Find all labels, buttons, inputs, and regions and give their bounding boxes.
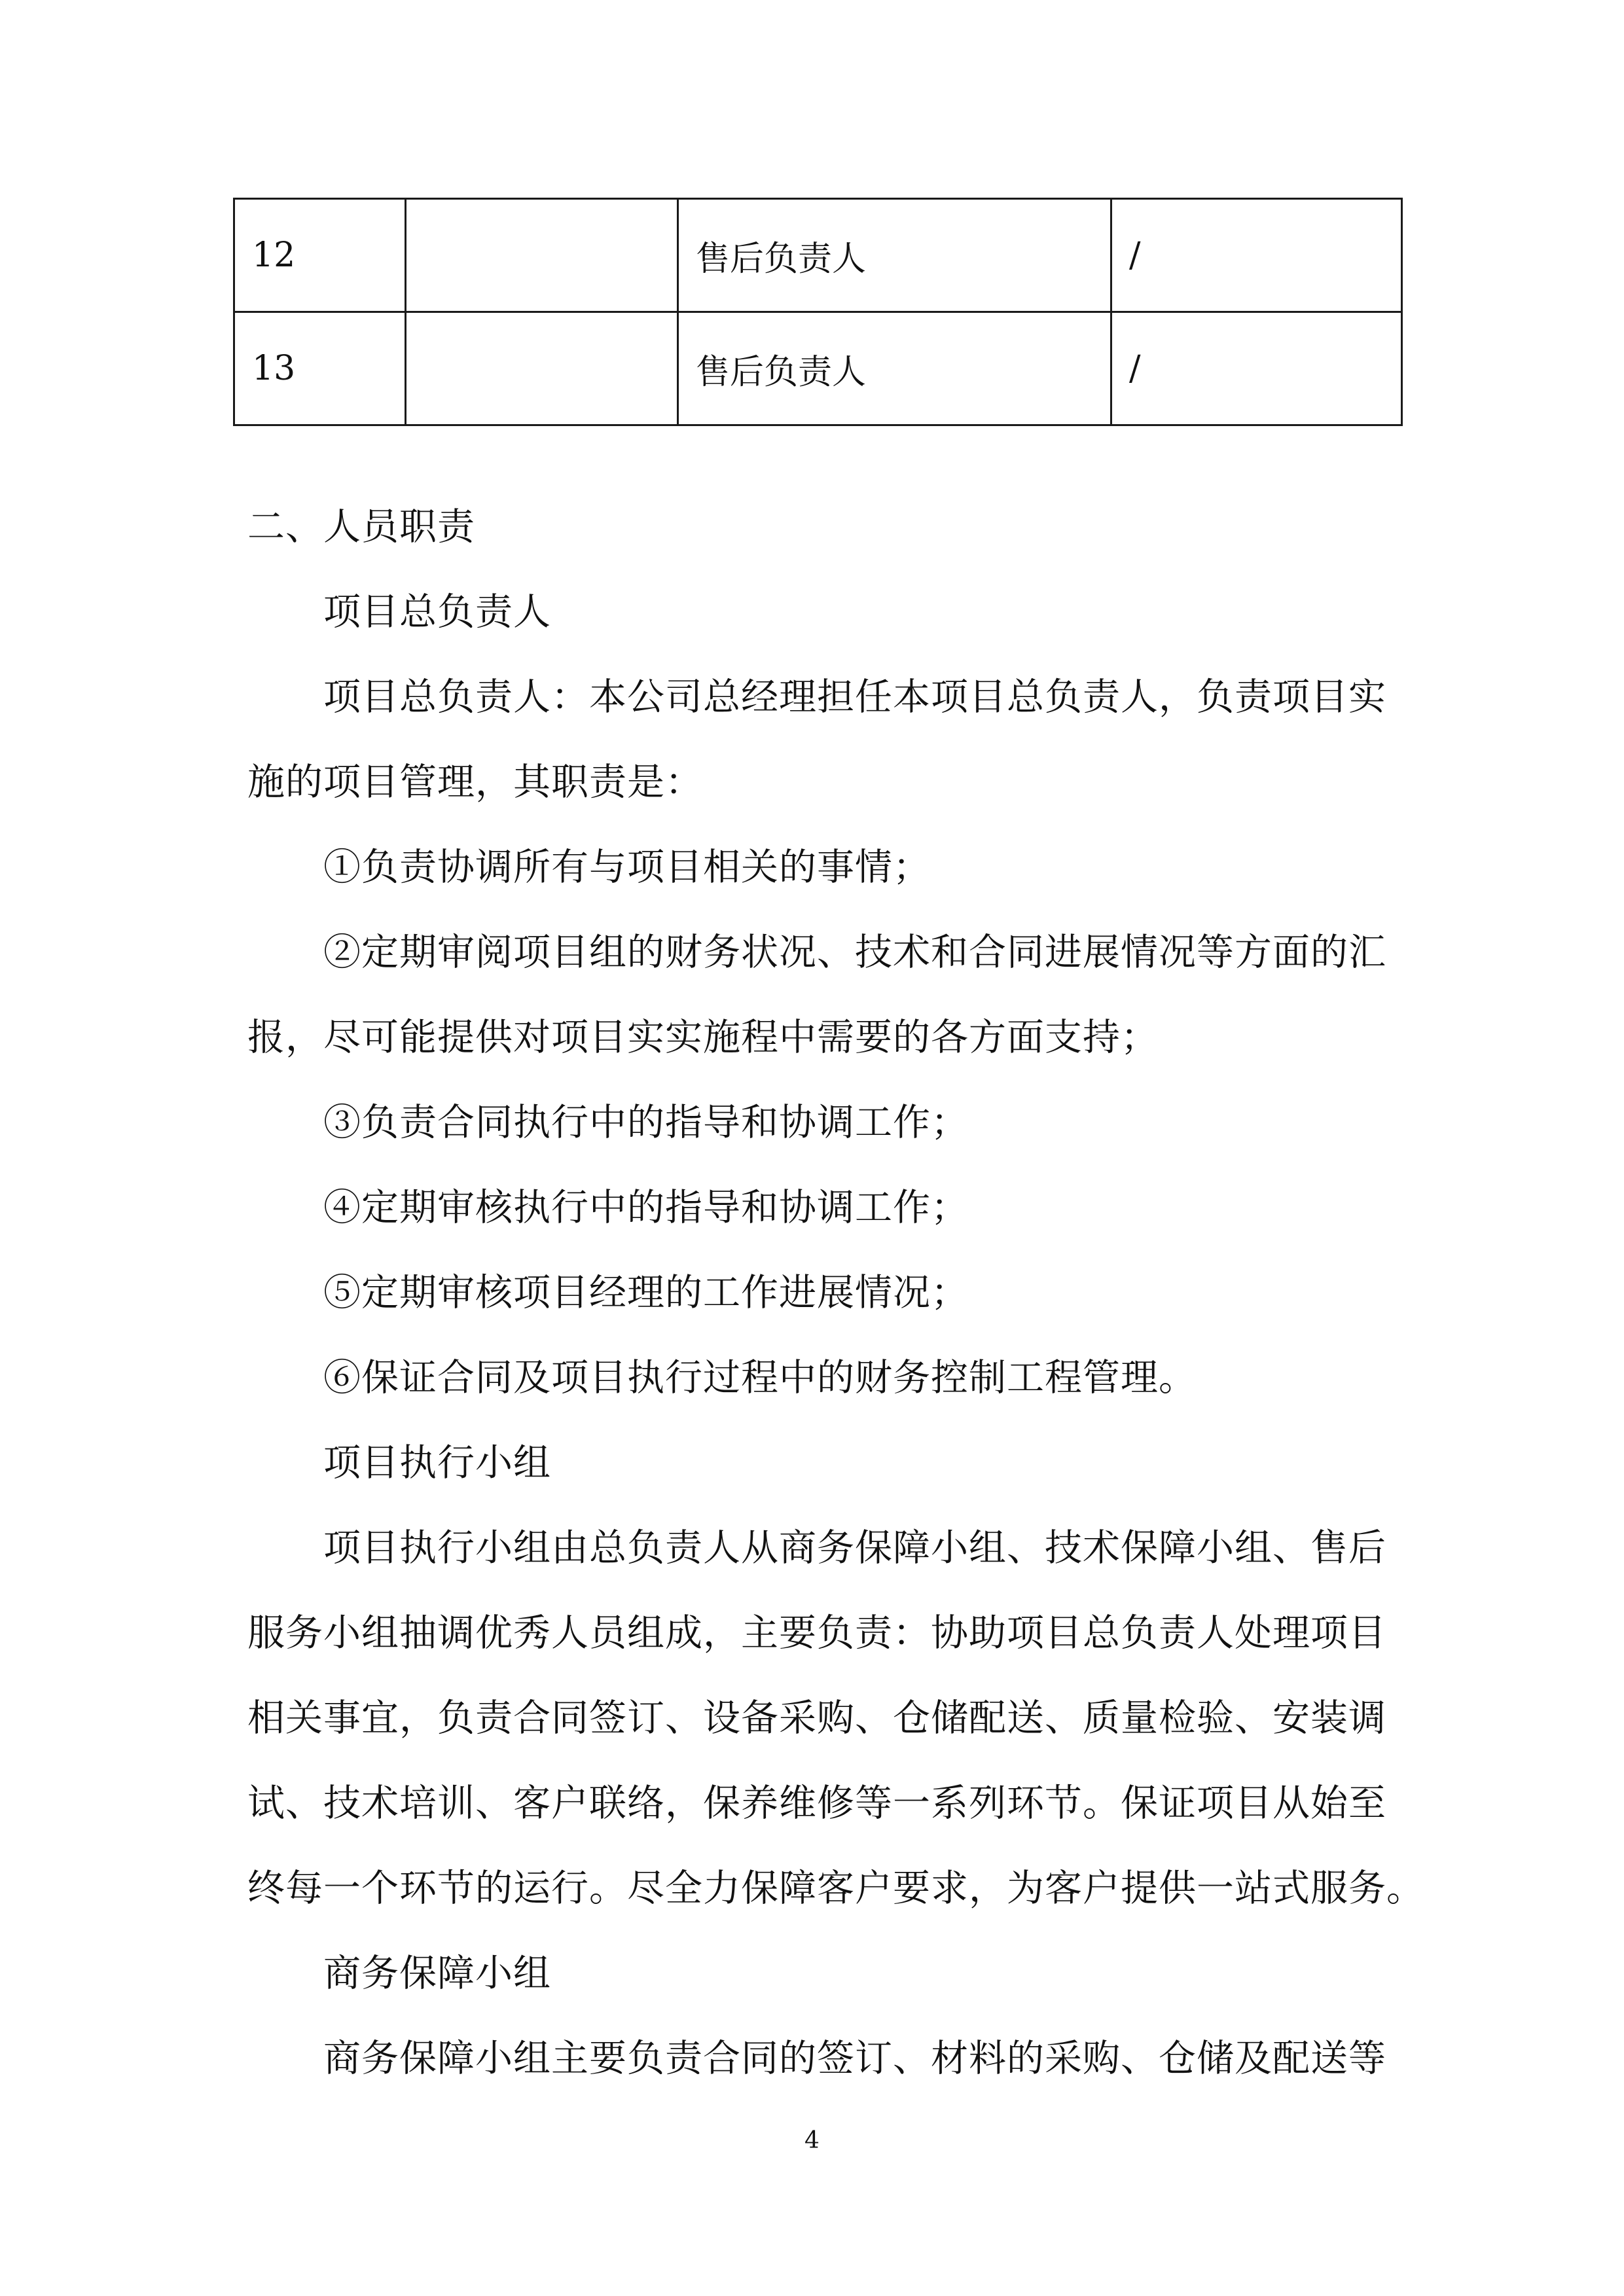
paragraph-line: 试、技术培训、客户联络，保养维修等一系列环节。保证项目从始至	[247, 1782, 1386, 1825]
paragraph-line: 报，尽可能提供对项目实实施程中需要的各方面支持；	[247, 1016, 1159, 1059]
duty-item: ④定期审核执行中的指导和协调工作；	[323, 1186, 969, 1229]
duty-item: ⑤定期审核项目经理的工作进展情况；	[323, 1271, 969, 1314]
row-number-cell: 12	[234, 199, 406, 312]
duty-item: ③负责合同执行中的指导和协调工作；	[323, 1101, 969, 1144]
duty-item: ⑥保证合同及项目执行过程中的财务控制工程管理。	[323, 1356, 1197, 1399]
name-cell	[406, 312, 678, 425]
section-heading: 二、人员职责	[247, 505, 475, 548]
paragraph-line: 终每一个环节的运行。尽全力保障客户要求，为客户提供一站式服务。	[247, 1867, 1424, 1910]
subheading-execution-team: 项目执行小组	[323, 1441, 551, 1484]
table-row	[234, 199, 1402, 312]
paragraph-line: 项目执行小组由总负责人从商务保障小组、技术保障小组、售后	[323, 1526, 1386, 1570]
note-cell: /	[1111, 312, 1402, 425]
paragraph-line: 相关事宜，负责合同签订、设备采购、仓储配送、质量检验、安装调	[247, 1696, 1386, 1740]
role-cell: 售后负责人	[678, 199, 1111, 312]
paragraph-line: 服务小组抽调优秀人员组成，主要负责：协助项目总负责人处理项目	[247, 1611, 1386, 1655]
paragraph-line: 施的项目管理，其职责是：	[247, 761, 703, 804]
subheading-business-team: 商务保障小组	[323, 1952, 551, 1995]
name-cell	[406, 199, 678, 312]
paragraph-line: 项目总负责人：本公司总经理担任本项目总负责人，负责项目实	[323, 675, 1386, 719]
duty-item: ②定期审阅项目组的财务状况、技术和合同进展情况等方面的汇	[323, 931, 1386, 974]
subheading-general-manager: 项目总负责人	[323, 590, 551, 634]
staff-table	[233, 198, 1403, 426]
table-row	[234, 312, 1402, 425]
body-text	[247, 484, 1424, 2101]
duty-item: ①负责协调所有与项目相关的事情；	[323, 846, 931, 889]
page-number: 4	[804, 2127, 820, 2154]
note-cell: /	[1111, 199, 1402, 312]
role-cell: 售后负责人	[678, 312, 1111, 425]
paragraph-line: 商务保障小组主要负责合同的签订、材料的采购、仓储及配送等	[323, 2037, 1386, 2080]
row-number-cell: 13	[234, 312, 406, 425]
